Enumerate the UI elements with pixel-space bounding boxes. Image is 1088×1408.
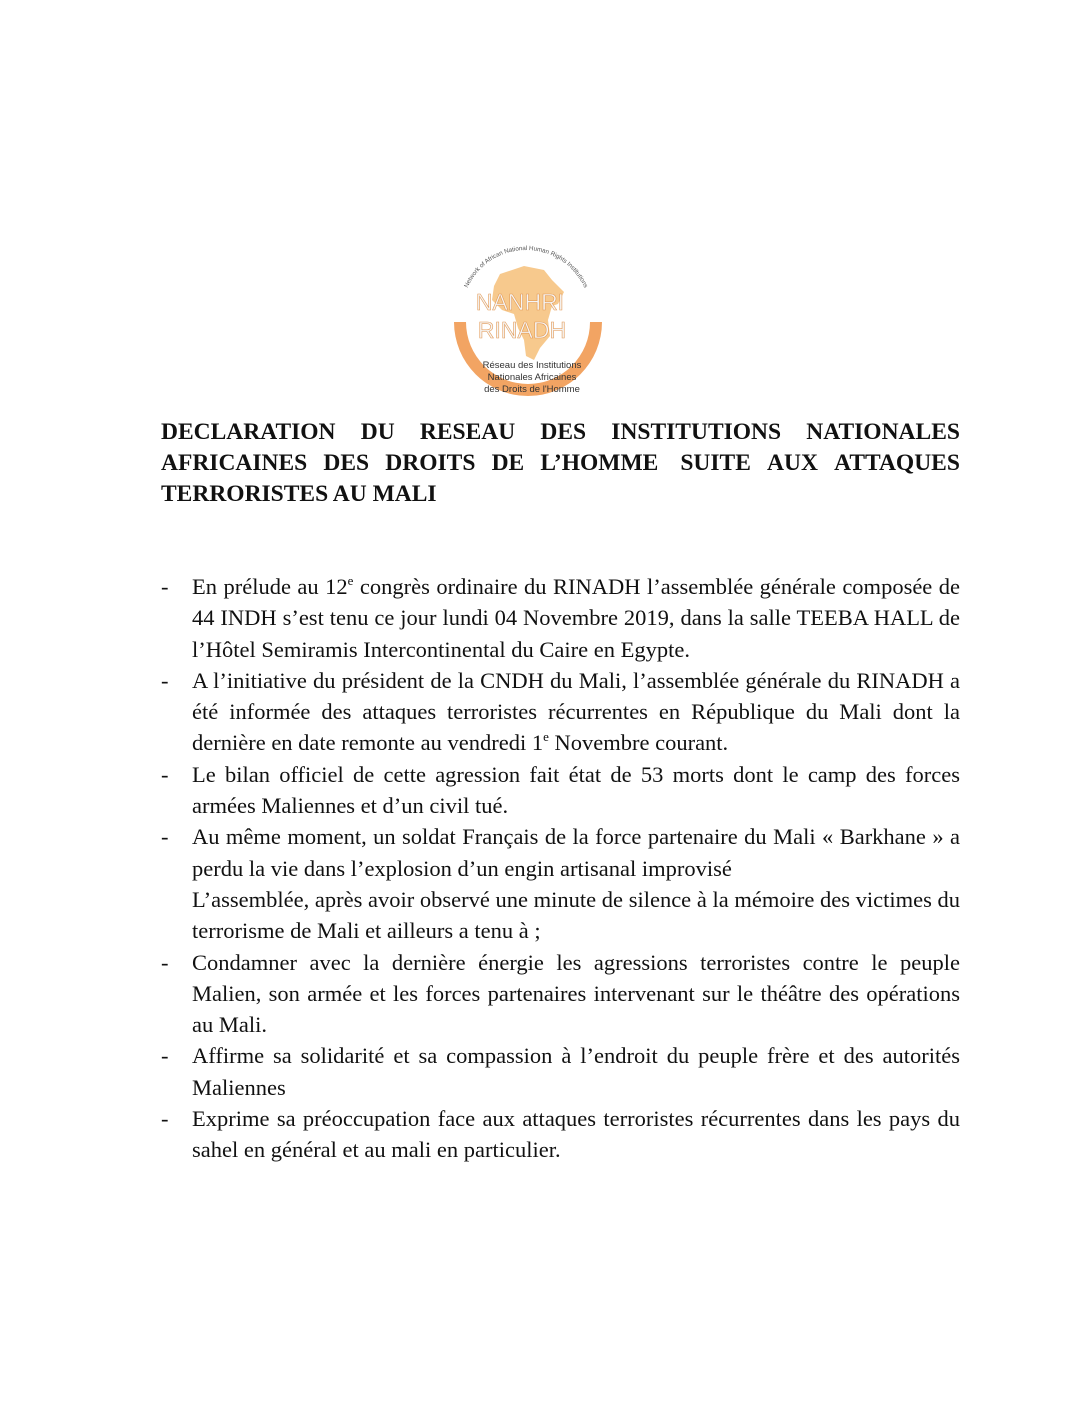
title-word: RESEAU — [419, 419, 516, 445]
list-item-text: A l’initiative du président de la CNDH du Mali, l’assemblée générale du RINADH a été informée des attaques terroristes récurrentes en République du Mali dont la dernière en date remonte au vendredi 1e Novembre courant. — [192, 667, 960, 756]
logo-arc-text: Network of African National Human Rights Institutions — [462, 244, 590, 289]
bullet-dash: - — [161, 1106, 169, 1132]
list-item — [161, 1103, 960, 1166]
logo-sub-3: des Droits de l'Homme — [484, 384, 580, 395]
logo-graphic — [440, 244, 616, 400]
bullet-dash: - — [161, 1043, 169, 1069]
title-word: DE — [491, 450, 525, 476]
bullet-dash: - — [161, 824, 169, 850]
bullet-dash: - — [161, 761, 169, 787]
logo-nanhri: NANHRI — [475, 289, 565, 315]
bullet-dash: - — [161, 949, 169, 975]
title-line-1 — [161, 417, 960, 448]
title-word: AFRICAINES — [161, 450, 308, 476]
declaration-list — [161, 571, 960, 1166]
title-line-2 — [161, 448, 960, 479]
title-word: ATTAQUES — [834, 450, 960, 476]
bullet-dash: - — [161, 667, 169, 693]
list-item — [161, 759, 960, 822]
title-word: DES — [323, 450, 370, 476]
list-item-text: Exprime sa préoccupation face aux attaques terroristes récurrentes dans les pays du sahel en général et au mali en particulier. — [192, 1106, 960, 1163]
title-word: NATIONALES — [806, 419, 960, 445]
list-item — [161, 665, 960, 759]
bullet-dash: - — [161, 574, 169, 599]
list-item-text: Le bilan officiel de cette agression fait état de 53 morts dont le camp des forces armées Maliennes et d’un civil tué. — [192, 761, 960, 819]
logo-sub-2: Nationales Africaines — [487, 372, 577, 383]
list-item — [161, 571, 960, 665]
title-word: L’HOMME — [540, 450, 665, 476]
logo-rinadh: RINADH — [477, 317, 567, 343]
title-word: DROITS — [385, 450, 476, 476]
title-line-3 — [161, 479, 960, 510]
list-item-text: Affirme sa solidarité et sa compassion à l’endroit du peuple frère et des autorités Maliennes — [192, 1043, 960, 1100]
assembly-paragraph: L’assemblée, après avoir observé une minute de silence à la mémoire des victimes du terrorisme de Mali et ailleurs a tenu à ; — [192, 886, 960, 944]
title-word: SUITE — [680, 450, 751, 476]
list-item-text: Condamner avec la dernière énergie les agressions terroristes contre le peuple Malien, son armée et les forces partenaires intervenant sur le théâtre des opérations au Mali. — [192, 949, 960, 1038]
list-item-text: En prélude au 12e congrès ordinaire du RINADH l’assemblée générale composée de 44 INDH s’est tenu ce jour lundi 04 Novembre 2019, dans la salle TEEBA HALL de l’Hôtel Semiramis Intercontinental du Caire en Egypte. — [192, 573, 961, 662]
document-title — [161, 417, 960, 510]
nanhri-logo — [440, 244, 616, 400]
list-item — [161, 947, 960, 1041]
title-word: DECLARATION — [161, 419, 336, 445]
title-word: INSTITUTIONS — [611, 419, 782, 445]
title-word: DES — [540, 419, 587, 445]
list-item — [161, 1040, 960, 1103]
list-item-text: Au même moment, un soldat Français de la force partenaire du Mali « Barkhane » a perdu la vie dans l’explosion d’un engin artisanal improvisé — [192, 824, 960, 881]
list-item — [161, 821, 960, 884]
logo-sub-1: Réseau des Institutions — [482, 360, 582, 371]
title-word: AUX — [767, 450, 818, 476]
title-word: TERRORISTES AU MALI — [161, 481, 437, 507]
title-word: DU — [360, 419, 395, 445]
